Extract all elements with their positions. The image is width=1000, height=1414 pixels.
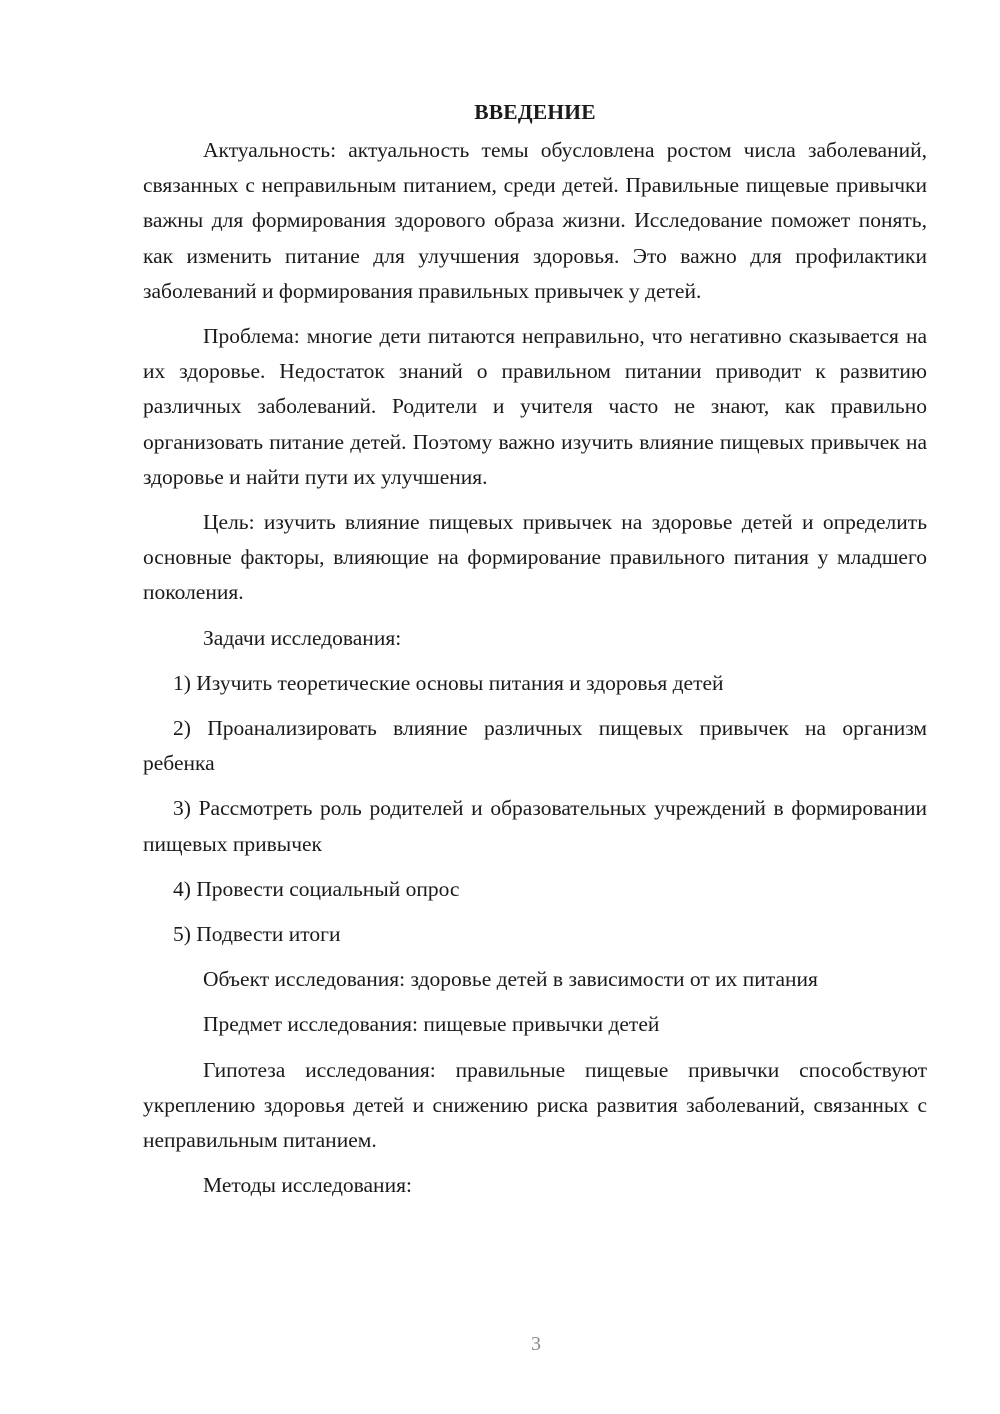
paragraph-subject: Предмет исследования: пищевые привычки детей [203, 1012, 660, 1037]
paragraph-relevance: Актуальность: актуальность темы обусловлена ростом числа заболеваний, связанных с неправильным питанием, среди детей. Правильные пищевые привычки важны для формирования здорового образа жизни. Исследование поможет понять, как изменить питание для улучшения здоровья. Это важно для профилактики заболеваний и формирования правильных привычек у детей. [143, 138, 927, 303]
paragraph-tasks-intro: Задачи исследования: [203, 625, 402, 650]
page-number: 3 [531, 1333, 541, 1355]
paragraph-hypothesis: Гипотеза исследования: правильные пищевые привычки способствуют укреплению здоровья детей и снижению риска развития заболеваний, связанных с неправильным питанием. [143, 1057, 927, 1153]
task-item-1: 1) Изучить теоретические основы питания и здоровья детей [173, 670, 724, 695]
task-item-2: 2) Проанализировать влияние различных пищевых привычек на организм ребенка [143, 716, 927, 776]
tasks-list [143, 666, 927, 952]
document-page [143, 95, 927, 1213]
task-item-3: 3) Рассмотреть роль родителей и образовательных учреждений в формировании пищевых привычек [143, 796, 927, 856]
paragraph-problem: Проблема: многие дети питаются неправильно, что негативно сказывается на их здоровье. Недостаток знаний о правильном питании приводит к развитию различных заболеваний. Родители и учителя часто не знают, как правильно организовать питание детей. Поэтому важно изучить влияние пищевых привычек на здоровье и найти пути их улучшения. [143, 324, 927, 489]
task-item-5: 5) Подвести итоги [173, 922, 341, 947]
paragraph-methods: Методы исследования: [203, 1173, 412, 1198]
paragraph-object: Объект исследования: здоровье детей в зависимости от их питания [203, 967, 818, 992]
section-heading: ВВЕДЕНИЕ [474, 100, 596, 124]
task-item-4: 4) Провести социальный опрос [173, 876, 460, 901]
paragraph-goal: Цель: изучить влияние пищевых привычек на здоровье детей и определить основные факторы, влияющие на формирование правильного питания у младшего поколения. [143, 510, 927, 605]
